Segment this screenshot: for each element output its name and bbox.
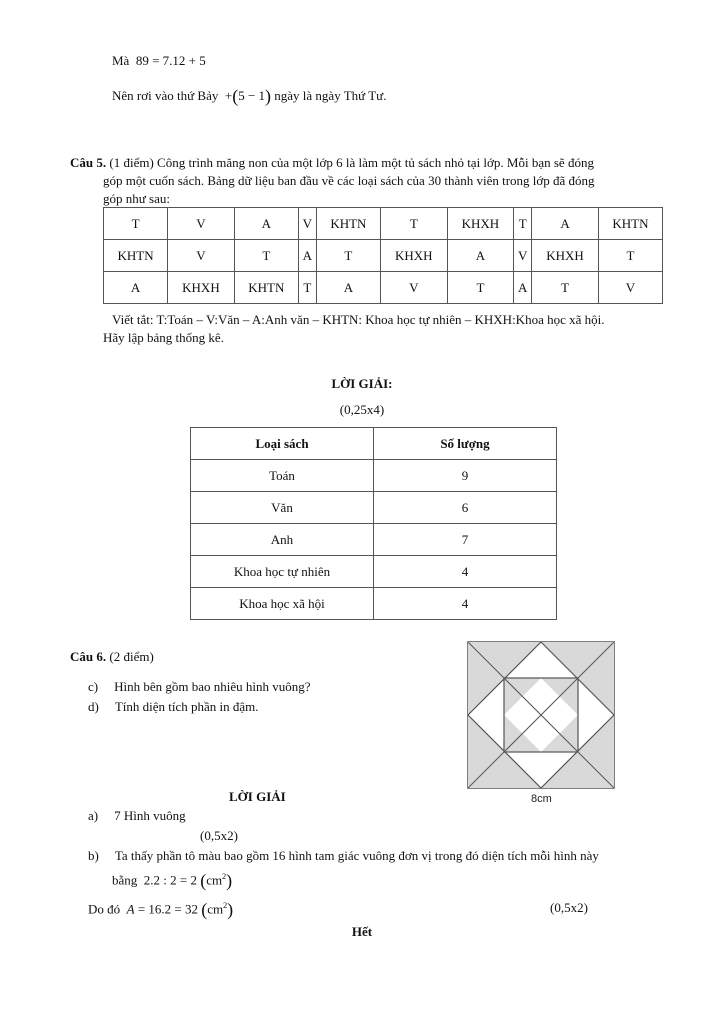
q6-item-d: d) Tính diện tích phần in đậm.: [88, 699, 259, 714]
end-marker: Hết: [351, 924, 373, 939]
figure-caption: 8cm: [531, 793, 552, 805]
sol6-b: b) Ta thấy phần tô màu bao gồm 16 hình tam giác vuông đơn vị trong đó diện tích mỗi hình này: [88, 848, 599, 863]
table-row: Khoa học tự nhiên 4: [191, 556, 557, 588]
q5-line1: Câu 5. (1 điểm) Công trình măng non của một lớp 6 là làm một tủ sách nhỏ tại lớp. Mỗi bạn sẽ đóng: [70, 155, 594, 170]
sol6-b-line2: bằng 2.2 : 2 = 2 $(cm^2)$: [112, 870, 233, 891]
table-row: Khoa học xã hội 4: [191, 588, 557, 620]
square-figure: [466, 640, 618, 806]
table-row: Toán 9: [191, 460, 557, 492]
figure-shapes: [468, 642, 614, 788]
sol5-score: (0,25x4): [339, 402, 385, 417]
math-expression: 89 = 7.12 + 5: [135, 53, 206, 68]
statistics-table: [190, 427, 557, 620]
table-row: A KHXH KHTN T A V T A T V: [104, 272, 663, 304]
math-expression: = 16.2 = 32: [134, 901, 199, 917]
sol6-a-score: (0,5x2): [200, 828, 238, 843]
table-header-row: Loại sách Số lượng: [191, 428, 557, 460]
line-remainder: Mà 89 = 7.12 + 5: [112, 53, 206, 68]
sol6-a: a) 7 Hình vuông: [88, 808, 186, 823]
table-row: T V A V KHTN T KHXH T A KHTN: [104, 208, 663, 240]
q5-line2: góp một cuốn sách. Bảng dữ liệu ban đầu về các loại sách của 30 thành viên trong lớp đã đóng: [103, 173, 595, 188]
math-expression: 2.2 : 2 = 2: [143, 872, 197, 888]
table-row: Anh 7: [191, 524, 557, 556]
line-conclusion: Nên rơi vào thứ Bảy +(5 − 1) ngày là ngày Thứ Tư.: [112, 86, 387, 106]
q5-line3: góp như sau:: [103, 191, 170, 206]
q6-label: Câu 6.: [70, 649, 107, 664]
q5-label: Câu 5.: [70, 155, 107, 170]
sol6-conclusion: Do đó A = 16.2 = 32 $(cm^2)$: [88, 899, 234, 920]
raw-data-table: [103, 207, 663, 304]
abbrev-note: Viết tắt: T:Toán – V:Văn – A:Anh văn – KHTN: Khoa học tự nhiên – KHXH:Khoa học xã hội.: [112, 312, 605, 327]
table-row: KHTN V T A T KHXH A V KHXH T: [104, 240, 663, 272]
q6-item-c: c) Hình bên gồm bao nhiêu hình vuông?: [88, 679, 311, 694]
sol6-title: LỜI GIẢI: [229, 789, 286, 804]
final-score: (0,5x2): [550, 900, 588, 915]
q5-task: Hãy lập bảng thống kê.: [103, 330, 224, 345]
sol5-title: LỜI GIẢI:: [331, 376, 393, 391]
table-row: Văn 6: [191, 492, 557, 524]
q6-heading: Câu 6. (2 điểm): [70, 649, 154, 664]
